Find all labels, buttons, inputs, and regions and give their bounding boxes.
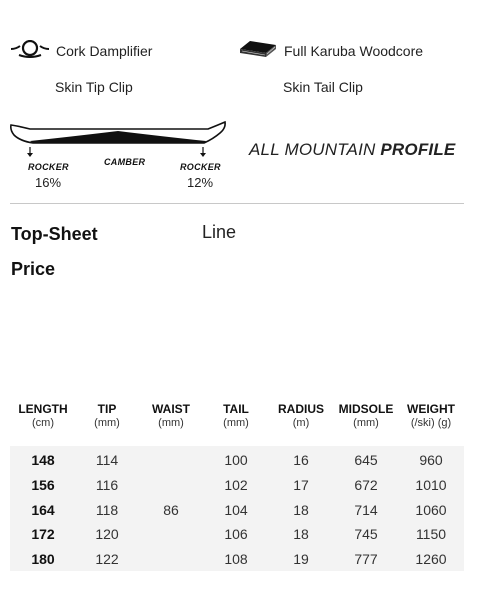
tip-rocker-label: ROCKER [28, 162, 69, 172]
weight-cell: 1260 [398, 547, 464, 572]
profile-title: ALL MOUNTAIN PROFILE [249, 140, 456, 159]
table-row [10, 473, 464, 498]
weight-cell: 1150 [398, 522, 464, 547]
tip-cell: 122 [76, 547, 138, 572]
table-row [10, 522, 464, 547]
feature-woodcore [238, 39, 423, 62]
waist-cell [138, 473, 204, 498]
table-row [10, 446, 464, 473]
column-header-length: LENGTH (cm) [18, 402, 68, 429]
tip-cell: 120 [76, 522, 138, 547]
tip-cell: 118 [76, 498, 138, 523]
column-header-radius: RADIUS (m) [277, 402, 324, 429]
weight-cell: 960 [398, 446, 464, 473]
ski-profile-diagram [8, 117, 228, 159]
waist-cell: 86 [138, 498, 204, 523]
price-label: Price [11, 259, 56, 279]
tail-cell: 104 [204, 498, 268, 523]
feature-label: Cork Damplifier [56, 42, 153, 59]
radius-cell: 17 [268, 473, 334, 498]
midsole-cell: 714 [334, 498, 398, 523]
length-cell: 164 [10, 498, 76, 523]
feature-cork-damplifier [10, 40, 152, 61]
tip-cell: 116 [76, 473, 138, 498]
feature-label: Full Karuba Woodcore [284, 42, 424, 59]
midsole-cell: 745 [334, 522, 398, 547]
radius-cell: 16 [268, 446, 334, 473]
table-row [10, 498, 464, 523]
length-cell: 172 [10, 522, 76, 547]
waist-cell [138, 446, 204, 473]
tail-cell: 108 [204, 547, 268, 572]
radius-cell: 18 [268, 522, 334, 547]
weight-cell: 1010 [398, 473, 464, 498]
radius-cell: 19 [268, 547, 334, 572]
midsole-cell: 777 [334, 547, 398, 572]
length-cell: 148 [10, 446, 76, 473]
length-cell: 156 [10, 473, 76, 498]
tail-cell: 102 [204, 473, 268, 498]
tip-rocker-percent: 16% [35, 175, 62, 190]
radius-cell: 18 [268, 498, 334, 523]
waist-cell [138, 522, 204, 547]
woodcore-icon [238, 39, 278, 62]
tail-cell: 100 [204, 446, 268, 473]
topsheet-label: Top-Sheet [11, 224, 98, 244]
column-header-tip: TIP (mm) [94, 402, 120, 429]
weight-cell: 1060 [398, 498, 464, 523]
tip-cell: 114 [76, 446, 138, 473]
feature-sub-label: Skin Tail Clip [283, 79, 363, 95]
feature-sub-label: Skin Tip Clip [55, 79, 133, 95]
table-row [10, 547, 464, 572]
topsheet-value: Line [202, 222, 237, 242]
tail-rocker-percent: 12% [187, 175, 214, 190]
length-cell: 180 [10, 547, 76, 572]
column-header-midsole: MIDSOLE (mm) [338, 402, 394, 429]
column-header-waist: WAIST (mm) [152, 402, 190, 429]
cork-damplifier-icon [10, 40, 50, 61]
spec-table [10, 400, 464, 571]
tail-rocker-label: ROCKER [180, 162, 221, 172]
column-header-tail: TAIL (mm) [223, 402, 249, 429]
waist-cell [138, 547, 204, 572]
camber-label: CAMBER [104, 157, 146, 167]
divider [10, 203, 464, 204]
tail-cell: 106 [204, 522, 268, 547]
midsole-cell: 645 [334, 446, 398, 473]
column-header-weight: WEIGHT (/ski) (g) [407, 402, 455, 429]
midsole-cell: 672 [334, 473, 398, 498]
spec-header-row [10, 400, 464, 446]
